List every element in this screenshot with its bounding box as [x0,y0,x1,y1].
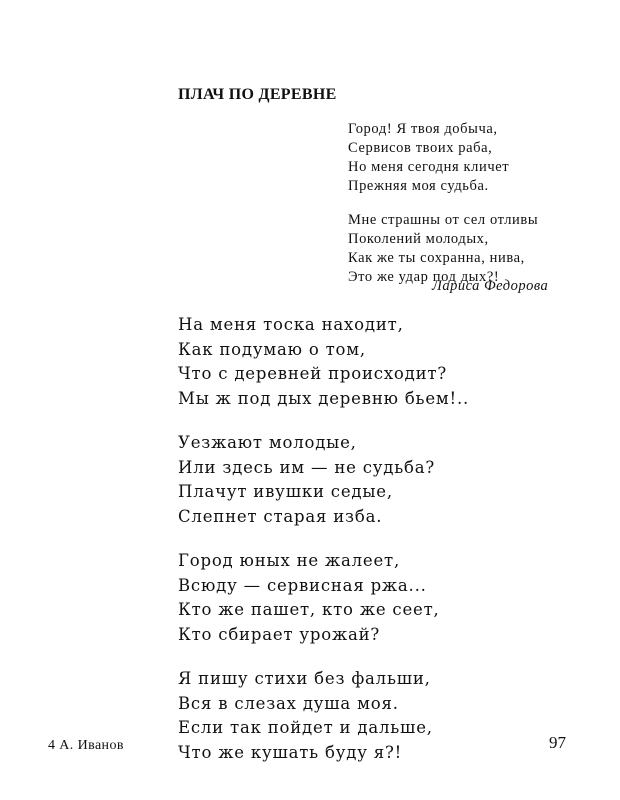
poem-stanza [178,431,578,529]
poem-line: Уезжают молодые, [178,433,357,452]
poem-title: ПЛАЧ ПО ДЕРЕВНЕ [178,86,337,103]
poem-line: Вся в слезах душа моя. [178,693,399,713]
poem-line: Всюду — сервисная ржа... [178,575,427,595]
poem-body [178,313,578,785]
poem-line: Что с деревней происходит? [178,364,447,383]
poem-line: Как подумаю о том, [178,339,366,359]
epigraph-line: Поколений молодых, [348,231,489,247]
epigraph [348,120,578,302]
epigraph-line: Мне страшны от сел отливы [348,212,539,228]
epigraph-stanza [348,120,578,196]
poem-line: Кто сбирает урожай? [178,624,381,644]
poem-line: Город юных не жалеет, [178,551,401,570]
poem-line: Что же кушать буду я?! [178,742,403,762]
epigraph-line: Сервисов твоих раба, [348,140,493,156]
poem-line: Слепнет старая изба. [178,506,383,526]
poem-stanza [178,667,578,765]
poem-line: На меня тоска находит, [178,315,404,334]
poem-line: Или здесь им — не судьба? [178,457,436,477]
poem-line: Плачут ивушки седые, [178,482,393,501]
epigraph-line: Но меня сегодня кличет [348,159,510,175]
poem-line: Мы ж под дых деревню бьем!.. [178,388,470,408]
page-number: 97 [549,733,566,752]
poem-line: Если так пойдет и дальше, [178,718,433,737]
epigraph-line: Как же ты сохранна, нива, [348,250,525,266]
poem-stanza [178,313,578,411]
epigraph-line: Прежняя моя судьба. [348,178,489,194]
poem-line: Я пишу стихи без фальши, [178,669,431,688]
poem-stanza [178,549,578,647]
epigraph-author: Лариса Федорова [432,278,549,294]
epigraph-line: Город! Я твоя добыча, [348,121,498,137]
epigraph-stanza [348,211,578,287]
poem-line: Кто же пашет, кто же сеет, [178,600,440,619]
signature-mark: 4 А. Иванов [48,738,124,753]
epigraph-line: Это же удар под дых?! [348,269,500,285]
